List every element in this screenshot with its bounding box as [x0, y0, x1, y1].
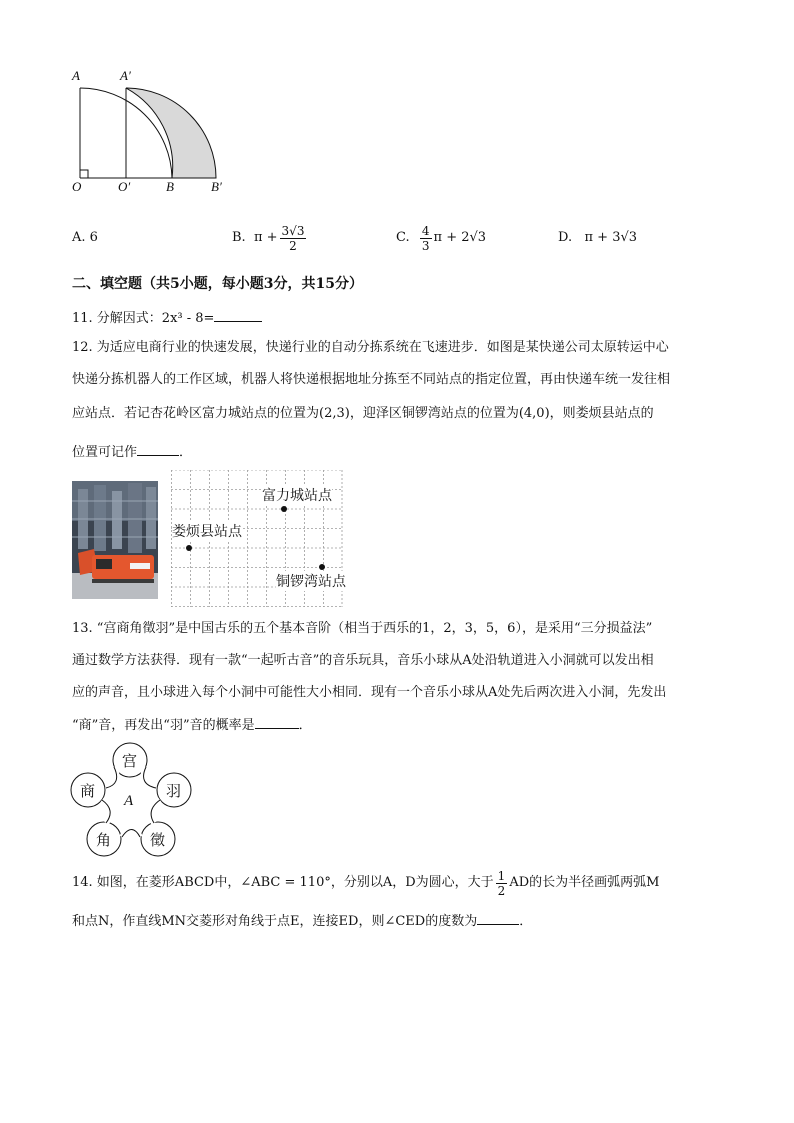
option-c-den: 3 — [421, 238, 430, 253]
question-14-line2 — [72, 910, 532, 932]
option-c-prefix: C. — [396, 230, 410, 245]
label-loufan-station: 娄烦县站点 — [172, 521, 242, 541]
label-O-prime: O′ — [118, 179, 131, 194]
right-angle-mark — [80, 170, 88, 178]
question-12-line4-text: 位置可记作 — [72, 445, 138, 460]
answer-blank-14[interactable] — [477, 910, 519, 925]
option-b-den: 2 — [289, 238, 297, 253]
point-loufan — [186, 545, 192, 551]
question-14-frac-den: 2 — [497, 883, 506, 898]
question-12-period: ． — [179, 445, 193, 460]
option-b-fraction — [280, 224, 307, 253]
question-14-line1-b: AD的长为半径画弧两弧M — [509, 875, 660, 890]
label-B: B — [166, 179, 174, 194]
label-fulicheng-station: 富力城站点 — [262, 485, 332, 505]
option-b-num: 3√3 — [281, 223, 305, 238]
question-14-line1-a: 14. 如图，在菱形ABCD中，∠ABC = 110°，分别以A，D为圆心，大于 — [72, 875, 494, 890]
question-13-line4-text: “商”音，再发出“羽”音的概率是 — [72, 718, 255, 733]
petal-label-yu: 羽 — [166, 782, 182, 800]
petal-label-shang: 商 — [80, 782, 96, 800]
option-b — [232, 220, 308, 256]
answer-blank-11[interactable] — [214, 307, 262, 322]
question-14-period: ． — [519, 914, 533, 929]
point-tongluowan — [319, 564, 325, 570]
geometry-figure-q10 — [60, 62, 240, 197]
option-d-prefix: D. — [558, 230, 573, 245]
petal-label-gong: 宫 — [122, 752, 138, 770]
question-13-line4 — [72, 714, 312, 736]
question-14-frac-num: 1 — [497, 868, 506, 883]
petal-label-jue: 角 — [96, 831, 112, 849]
question-12-line2: 快递分拣机器人的工作区域，机器人将快递根据地址分拣至不同站点的指定位置，再由快递车统一发往相 — [72, 372, 671, 387]
option-b-prefix: B. — [232, 230, 246, 245]
answer-blank-12[interactable] — [137, 441, 179, 456]
question-14-line1 — [72, 866, 659, 900]
option-c-rest: π + 2√3 — [433, 230, 487, 245]
option-c-fraction — [420, 224, 432, 253]
question-11-text: 11. 分解因式：2x³ - 8= — [72, 311, 215, 326]
petal-label-center-A: A — [124, 793, 134, 809]
option-d — [558, 228, 637, 248]
section-heading: 二、填空题（共5小题，每小题3分，共15分） — [72, 276, 363, 292]
question-11 — [72, 307, 262, 329]
question-12-line3: 应站点．若记杏花岭区富力城站点的位置为(2,3)，迎泽区铜锣湾站点的位置为(4,0)，则娄烦县站点的 — [72, 406, 654, 421]
answer-blank-13[interactable] — [255, 714, 299, 729]
question-12-line1: 12. 为适应电商行业的快速发展，快递行业的自动分拣系统在飞速进步．如图是某快递公司太原转运中心 — [72, 340, 669, 355]
question-13-period: ． — [298, 718, 312, 733]
option-d-expr: π + 3√3 — [584, 230, 638, 245]
question-13-line2: 通过数学方法获得．现有一款“一起听古音”的音乐玩具，音乐小球从A处沿轨道进入小洞就可以发出相 — [72, 653, 654, 668]
point-fulicheng — [281, 506, 287, 512]
label-O: O — [72, 179, 82, 194]
option-c — [396, 220, 486, 256]
option-c-num: 4 — [421, 223, 430, 238]
question-14-fraction — [496, 869, 508, 898]
question-13-line3: 应的声音，且小球进入每个小洞中可能性大小相同．现有一个音乐小球从A处先后两次进入小洞，先发出 — [72, 685, 667, 700]
label-A: A — [72, 68, 80, 83]
question-14-line2-text: 和点N，作直线MN交菱形对角线于点E，连接ED，则∠CED的度数为 — [72, 914, 478, 929]
label-A-prime: A′ — [120, 68, 131, 83]
label-tongluowan-station: 铜锣湾站点 — [276, 571, 346, 591]
question-12-line4 — [72, 441, 192, 463]
option-a: A. 6 — [72, 230, 98, 245]
sorting-robot-photo — [72, 481, 158, 599]
question-13-line1: 13. “宫商角徵羽”是中国古乐的五个基本音阶（相当于西乐的1，2，3，5，6），是采用“三分损益法” — [72, 621, 653, 636]
option-b-pi: π + — [253, 230, 278, 245]
petal-label-zhi: 徵 — [150, 831, 166, 849]
label-B-prime: B′ — [211, 179, 222, 194]
